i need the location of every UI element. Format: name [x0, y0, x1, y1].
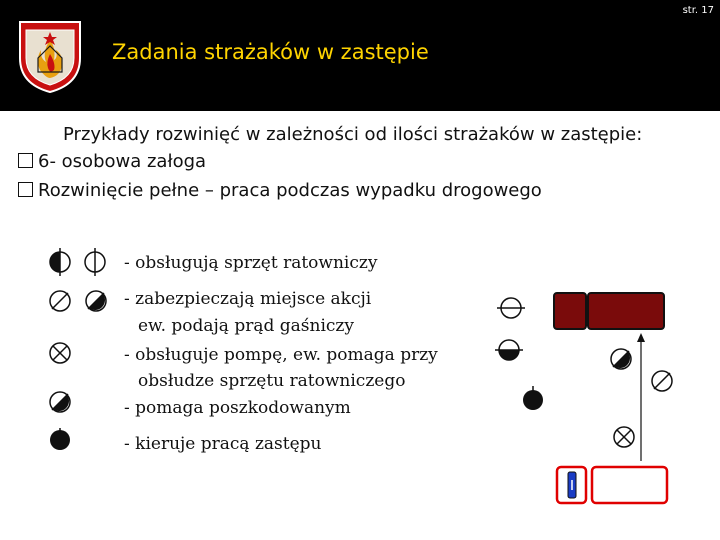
legend-text: - zabezpieczają miejsce akcji — [124, 289, 372, 309]
legend-text: - obsługują sprzęt ratowniczy — [124, 253, 378, 273]
slide-title: Zadania strażaków w zastępie — [112, 40, 429, 64]
symbol-diagonal-half-black-icon — [50, 392, 70, 412]
firefighter-slash-icon — [652, 371, 672, 391]
bullet-label: 6- osobowa załoga — [38, 151, 207, 172]
symbol-slash-half-black-icon — [86, 291, 106, 311]
legend-text: - pomaga poszkodowanym — [124, 398, 351, 418]
intro-text: Przykłady rozwinięć w zależności od ilości strażaków w zastępie: — [63, 124, 643, 145]
legend-text: ew. podają prąd gaśniczy — [138, 316, 354, 336]
checkbox-bullet-icon — [18, 153, 33, 168]
bullet-label: Rozwinięcie pełne – praca podczas wypadku drogowego — [38, 180, 542, 201]
symbol-slash-icon — [50, 291, 70, 311]
fire-brigade-logo-icon — [16, 18, 84, 94]
firefighter-diagonal-half-black-icon — [611, 349, 631, 369]
accident-vehicle — [557, 467, 667, 503]
symbol-cross-icon — [50, 343, 70, 363]
checkbox-bullet-icon — [18, 182, 33, 197]
page-number: str. 17 — [682, 5, 714, 16]
fire-truck — [554, 293, 664, 329]
legend-text: - kieruje pracą zastępu — [124, 434, 322, 454]
bullet-item — [18, 151, 206, 172]
deployment-diagram — [40, 239, 683, 517]
legend-text: obsłudze sprzętu ratowniczego — [138, 371, 406, 391]
bullet-item — [18, 180, 542, 201]
legend-text: - obsługuje pompę, ew. pomaga przy — [124, 345, 438, 365]
slide-content — [0, 111, 720, 540]
firefighter-cross-icon — [614, 427, 634, 447]
